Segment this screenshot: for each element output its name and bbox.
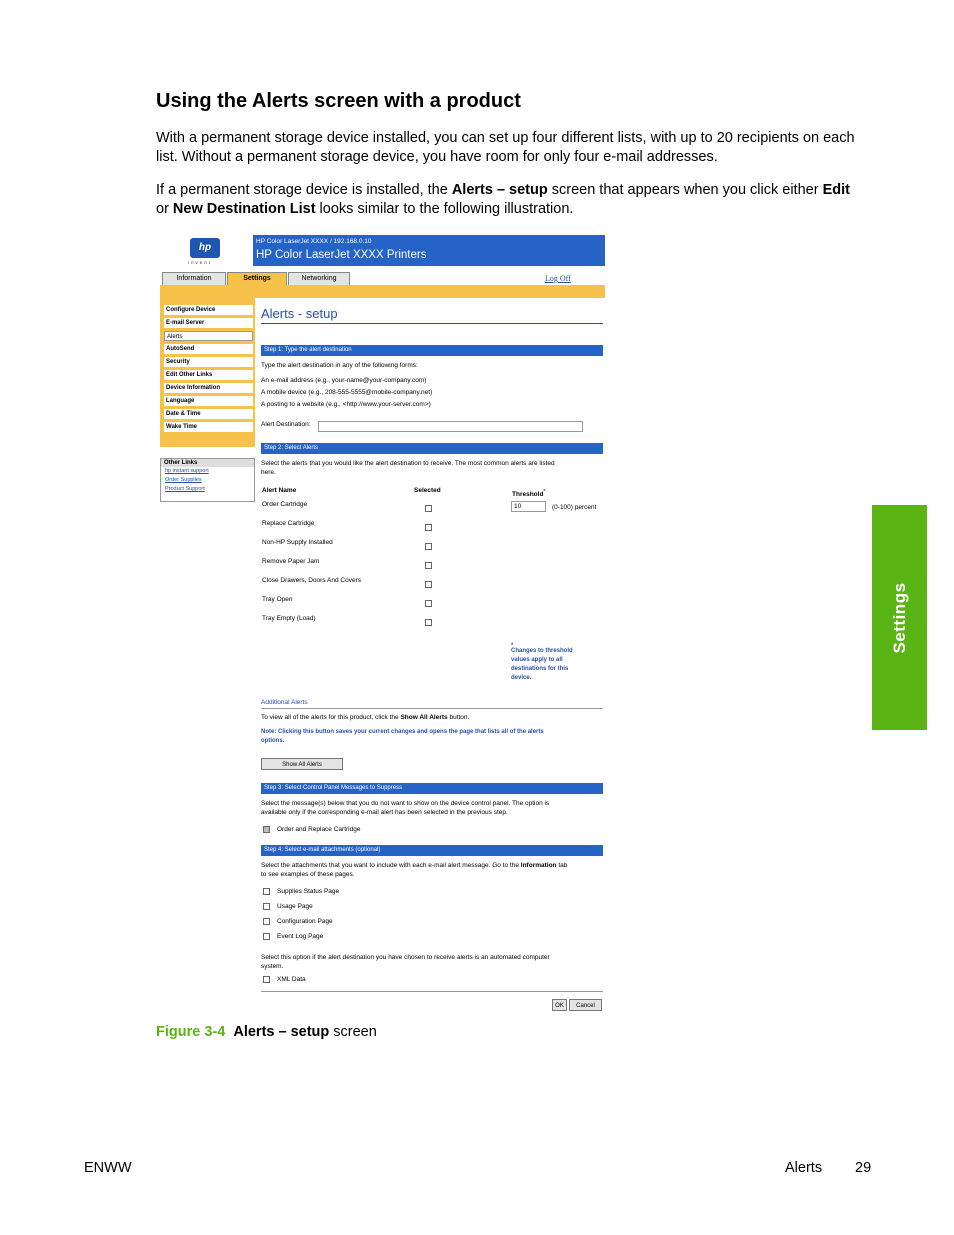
additional-alerts-heading: Additional Alerts — [261, 699, 308, 706]
xml-intro-line1: Select this option if the alert destination you have chosen to receive alerts is an automated computer — [261, 954, 550, 961]
attach-configuration-checkbox[interactable] — [263, 918, 270, 925]
nav-alerts[interactable]: Alerts — [164, 331, 253, 341]
nav-wake-time[interactable]: Wake Time — [164, 422, 253, 432]
instruction-bold: Show All Alerts — [400, 714, 448, 721]
title-divider — [261, 323, 603, 324]
link-hp-instant-support[interactable]: hp instant support — [165, 468, 209, 474]
step4-text: tab — [556, 862, 568, 869]
step4-header: Step 4: Select e-mail attachments (optional) — [261, 845, 603, 856]
step2-header: Step 2: Select Alerts — [261, 443, 603, 454]
step1-form-email: An e-mail address (e.g., your-name@your-company.com) — [261, 377, 427, 384]
page-title: Alerts - setup — [261, 306, 338, 321]
ok-button[interactable]: OK — [552, 999, 567, 1011]
threshold-note-line2: values apply to all — [511, 657, 563, 663]
show-all-alerts-button[interactable]: Show All Alerts — [261, 758, 343, 770]
column-alert-name: Alert Name — [262, 487, 297, 494]
additional-alerts-divider — [261, 708, 603, 709]
link-order-supplies[interactable]: Order Supplies — [165, 477, 202, 483]
edit-term: Edit — [822, 182, 850, 198]
alert-close-drawers-checkbox[interactable] — [425, 581, 432, 588]
alert-tray-empty-checkbox[interactable] — [425, 619, 432, 626]
figure-title-rest: screen — [329, 1024, 377, 1040]
footer-left: ENWW — [84, 1160, 132, 1176]
step4-text: Select the attachments that you want to include with each e-mail alert message. Go to the — [261, 862, 521, 869]
instruction-text: To view all of the alerts for this product, click the — [261, 714, 401, 721]
attach-usage-label: Usage Page — [277, 903, 313, 910]
other-links-title: Other Links — [161, 459, 254, 467]
threshold-input[interactable]: 10 — [511, 501, 546, 512]
figure-title-bold: Alerts – setup — [233, 1024, 330, 1040]
information-tab-term: Information — [520, 862, 557, 869]
alert-tray-open: Tray Open — [262, 596, 293, 603]
footer-divider — [261, 991, 603, 992]
intro-paragraph: With a permanent storage device installed, you can set up four different lists, with up to 20 recipients on each list. Without a permanent storage device, you have room for only four e-mail addresses. — [156, 130, 855, 165]
section-heading: Using the Alerts screen with a product — [156, 90, 521, 112]
alert-replace-cartridge-checkbox[interactable] — [425, 524, 432, 531]
log-off-link[interactable]: Log Off — [545, 274, 571, 283]
banner-title: HP Color LaserJet XXXX Printers — [256, 249, 427, 261]
suppress-order-replace-checkbox[interactable] — [263, 826, 270, 833]
new-destination-list-term: New Destination List — [172, 200, 316, 217]
attach-event-log-label: Event Log Page — [277, 933, 324, 940]
alert-replace-cartridge: Replace Cartridge — [262, 520, 315, 527]
settings-sidebar — [160, 298, 255, 447]
nav-edit-other-links[interactable]: Edit Other Links — [164, 370, 253, 380]
alert-order-cartridge: Order Cartridge — [262, 501, 308, 508]
illustration-paragraph — [156, 181, 856, 218]
tab-underline-bar — [160, 285, 605, 298]
footer-page-number: 29 — [855, 1160, 872, 1176]
show-all-instructions — [261, 714, 469, 721]
printer-banner — [253, 235, 605, 266]
other-links-box — [160, 458, 255, 502]
threshold-footnote-marker: * — [543, 489, 546, 495]
nav-language[interactable]: Language — [164, 396, 253, 406]
alerts-setup-term: Alerts – setup — [451, 182, 548, 198]
attach-usage-checkbox[interactable] — [263, 903, 270, 910]
alert-non-hp-supply: Non-HP Supply Installed — [262, 539, 333, 546]
attach-supplies-status-label: Supplies Status Page — [277, 888, 340, 895]
para-text: looks similar to the following illustration. — [315, 200, 574, 217]
alert-tray-empty: Tray Empty (Load) — [262, 615, 316, 622]
banner-address: HP Color LaserJet XXXX / 192.168.0.10 — [256, 238, 372, 245]
hp-logo: hp — [190, 238, 220, 258]
nav-autosend[interactable]: AutoSend — [164, 344, 253, 354]
step4-intro-line2: to see examples of these pages. — [261, 871, 355, 878]
step2-intro-line1: Select the alerts that you would like the alert destination to receive. The most common alerts are listed — [261, 460, 555, 467]
step2-intro-line2: here. — [261, 469, 276, 476]
nav-date-time[interactable]: Date & Time — [164, 409, 253, 419]
nav-email-server[interactable]: E-mail Server — [164, 318, 253, 328]
xml-data-checkbox[interactable] — [263, 976, 270, 983]
alert-close-drawers: Close Drawers, Doors And Covers — [262, 577, 361, 584]
step1-intro: Type the alert destination in any of the following forms: — [261, 362, 418, 369]
step1-form-website: A posting to a website (e.g., <http://www.your-server.com>) — [261, 401, 431, 408]
xml-intro-line2: system. — [261, 963, 284, 970]
threshold-note-line4: device. — [511, 675, 532, 681]
link-product-support[interactable]: Product Support — [165, 486, 205, 492]
para-text: or — [156, 200, 173, 217]
nav-device-information[interactable]: Device Information — [164, 383, 253, 393]
hp-invent-tagline: invent — [188, 260, 213, 265]
note-line2: options. — [261, 738, 285, 744]
alert-order-cartridge-checkbox[interactable] — [425, 505, 432, 512]
attach-supplies-status-checkbox[interactable] — [263, 888, 270, 895]
nav-configure-device[interactable]: Configure Device — [164, 305, 253, 315]
chapter-side-tab — [872, 505, 927, 730]
footer-section: Alerts — [785, 1160, 823, 1176]
threshold-note-line3: destinations for this — [511, 666, 569, 672]
column-threshold — [512, 489, 546, 498]
attach-event-log-checkbox[interactable] — [263, 933, 270, 940]
alerts-setup-screenshot — [158, 234, 608, 1014]
note-line1: Note: Clicking this button saves your current changes and opens the page that lists all of the alerts — [261, 729, 544, 735]
para-text: If a permanent storage device is installed, the — [156, 182, 452, 198]
xml-data-label: XML Data — [277, 976, 306, 983]
column-selected: Selected — [414, 487, 441, 494]
step1-form-mobile: A mobile device (e.g., 208-555-5555@mobile-company.net) — [261, 389, 433, 396]
suppress-order-replace-label: Order and Replace Cartridge — [277, 826, 361, 833]
side-tab-label: Settings — [889, 581, 909, 654]
figure-caption — [156, 1024, 377, 1040]
column-threshold-label: Threshold — [512, 491, 544, 499]
alert-tray-open-checkbox[interactable] — [425, 600, 432, 607]
threshold-note-line1: Changes to threshold — [511, 648, 573, 654]
attach-configuration-label: Configuration Page — [277, 918, 333, 925]
figure-number: Figure 3-4 — [156, 1024, 226, 1040]
cancel-button[interactable]: Cancel — [569, 999, 602, 1011]
alert-destination-label: Alert Destination: — [261, 421, 311, 428]
step3-intro-line1: Select the message(s) below that you do not want to show on the device control panel. The option is — [261, 800, 550, 807]
alert-remove-paper-jam-checkbox[interactable] — [425, 562, 432, 569]
alert-remove-paper-jam: Remove Paper Jam — [262, 558, 320, 565]
instruction-text: button. — [447, 714, 470, 721]
threshold-unit: (0-100) percent — [552, 504, 597, 511]
para-text: screen that appears when you click either — [547, 182, 823, 198]
alert-non-hp-supply-checkbox[interactable] — [425, 543, 432, 550]
alert-destination-input[interactable] — [318, 421, 583, 432]
step3-header: Step 3: Select Control Panel Messages to Suppress — [261, 783, 603, 794]
step4-intro-line1 — [261, 862, 567, 869]
step1-header: Step 1: Type the alert destination — [261, 345, 603, 356]
tab-settings[interactable]: Settings — [227, 272, 287, 286]
tab-information[interactable]: Information — [162, 272, 226, 286]
threshold-footnote-marker: * — [511, 643, 514, 649]
tab-networking[interactable]: Networking — [288, 272, 350, 286]
nav-security[interactable]: Security — [164, 357, 253, 367]
step3-intro-line2: available only if the corresponding e-mail alert has been selected in the previous step. — [261, 809, 508, 816]
